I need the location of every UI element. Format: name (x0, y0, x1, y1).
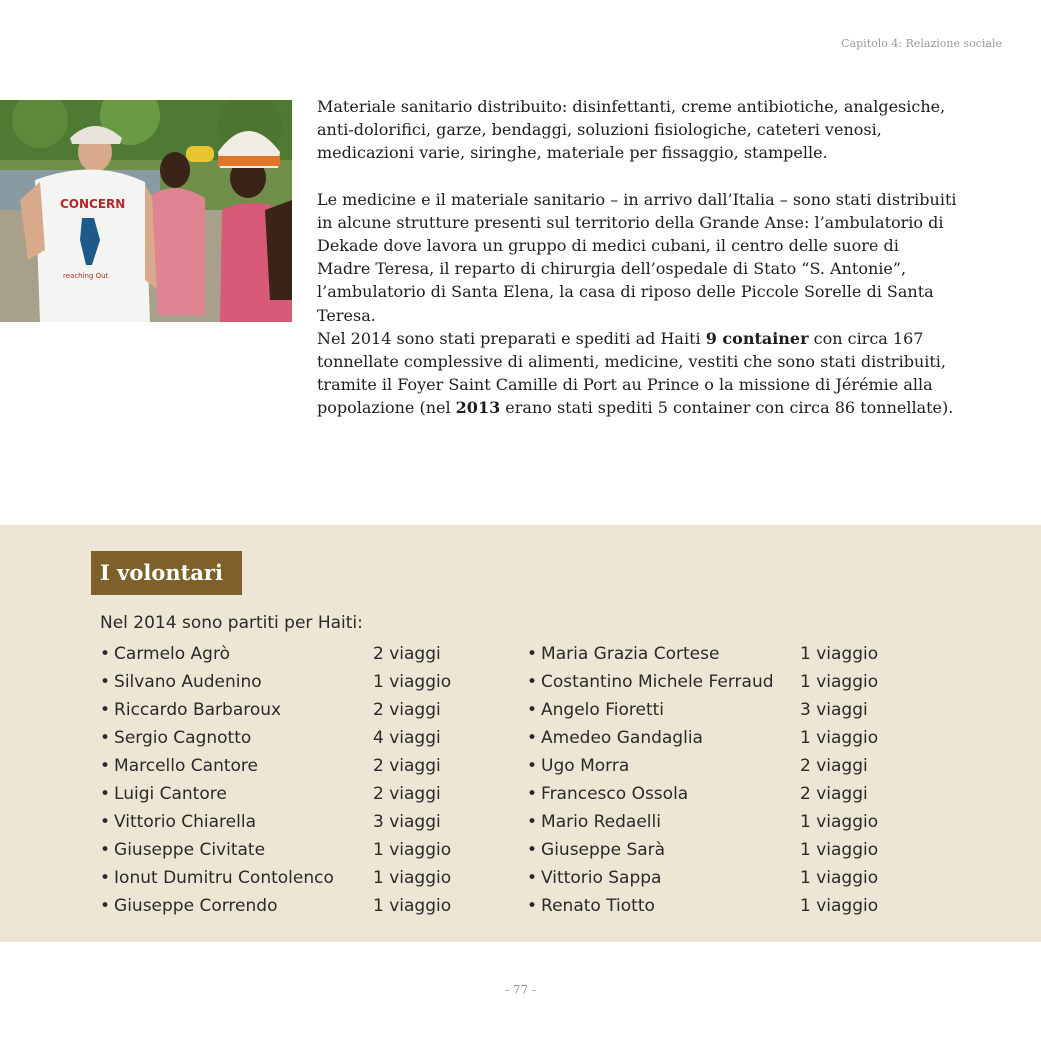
bullet-icon: • (100, 728, 111, 748)
volunteer-row (100, 724, 480, 752)
bullet-icon: • (527, 644, 538, 664)
volunteer-name: Marcello Cantore (114, 756, 258, 776)
volunteer-list-left (100, 640, 480, 920)
paragraph-distribution: Le medicine e il materiale sanitario – in arrivo dall’Italia – sono stati distribuiti in alcune strutture presenti sul territorio della Grande Anse: l’ambulatorio di Dekade dove lavora un gruppo di medici cubani, il centro delle suore di Madre Teresa, il reparto di chirurgia dell’ospedale di Stato “S. Antonie”, l’ambulatorio di Santa Elena, la casa di riposo delle Piccole Sorelle di Santa Teresa. (317, 189, 957, 325)
volunteer-name: Francesco Ossola (541, 784, 689, 804)
running-head: Capitolo 4: Relazione sociale (841, 37, 1002, 50)
bullet-icon: • (527, 812, 538, 832)
volunteer-row (100, 640, 480, 668)
volunteer-name: Carmelo Agrò (114, 644, 230, 664)
bullet-icon: • (527, 896, 538, 916)
bullet-icon: • (100, 840, 111, 860)
volunteer-trips: 1 viaggio (800, 840, 879, 860)
volunteer-row (100, 864, 480, 892)
volunteer-trips: 1 viaggio (800, 812, 879, 832)
bullet-icon: • (100, 756, 111, 776)
volunteer-row (527, 724, 927, 752)
bullet-icon: • (100, 896, 111, 916)
volunteer-name: Sergio Cagnotto (114, 728, 252, 748)
paragraph-materials: Materiale sanitario distribuito: disinfettanti, creme antibiotiche, analgesiche, anti-dolorifici, garze, bendaggi, soluzioni fisiologiche, cateteri venosi, medicazioni varie, siringhe, materiale per fissaggio, stampelle. (317, 97, 946, 163)
volunteer-name: Maria Grazia Cortese (541, 644, 720, 664)
volunteer-row (100, 668, 480, 696)
volunteer-row (100, 752, 480, 780)
volunteer-trips: 1 viaggio (373, 840, 452, 860)
volunteer-row (100, 836, 480, 864)
bullet-icon: • (527, 728, 538, 748)
bullet-icon: • (100, 700, 111, 720)
volunteer-row (527, 696, 927, 724)
bullet-icon: • (527, 672, 538, 692)
volunteer-trips: 2 viaggi (373, 700, 441, 720)
volunteer-name: Mario Redaelli (541, 812, 661, 832)
volunteer-name: Giuseppe Correndo (114, 896, 278, 916)
volunteer-list-right (527, 640, 927, 920)
volunteer-name: Giuseppe Civitate (114, 840, 266, 860)
section-title-badge: I volontari (91, 551, 242, 595)
volunteer-name: Vittorio Sappa (541, 868, 662, 888)
volunteer-trips: 2 viaggi (373, 644, 441, 664)
volunteer-row (100, 780, 480, 808)
volunteer-row (527, 864, 927, 892)
page-number: - 77 - (504, 983, 536, 997)
bullet-icon: • (527, 868, 538, 888)
volunteer-row (527, 752, 927, 780)
paragraph-containers (317, 327, 957, 420)
volunteers-intro: Nel 2014 sono partiti per Haiti: (100, 613, 363, 633)
volunteer-row (527, 640, 927, 668)
volunteer-row (100, 892, 480, 920)
volunteer-trips: 1 viaggio (800, 728, 879, 748)
volunteer-trips: 2 viaggi (800, 784, 868, 804)
volunteer-trips: 1 viaggio (373, 868, 452, 888)
text-run: con circa 167 tonnellate complessive di alimenti, medicine, vestiti che sono stati distribuiti, tramite il Foyer Saint Camille di Port au Prince o la missione di Jérémie alla popolazione (nel (317, 328, 946, 418)
volunteer-row (527, 668, 927, 696)
bullet-icon: • (527, 700, 538, 720)
volunteer-trips: 3 viaggi (373, 812, 441, 832)
bullet-icon: • (100, 644, 111, 664)
volunteer-name: Luigi Cantore (114, 784, 227, 804)
volunteer-name: Amedeo Gandaglia (541, 728, 703, 748)
volunteer-trips: 1 viaggio (800, 896, 879, 916)
text-run: Nel 2014 sono stati preparati e spediti ad Haiti (317, 328, 706, 348)
volunteer-name: Silvano Audenino (114, 672, 262, 692)
shirt-logo-text: CONCERN (60, 197, 126, 211)
body-text (317, 95, 957, 420)
volunteer-name: Renato Tiotto (541, 896, 655, 916)
volunteer-trips: 1 viaggio (373, 896, 452, 916)
volunteer-trips: 2 viaggi (373, 784, 441, 804)
shirt-subtext: reaching Out (63, 272, 109, 280)
bullet-icon: • (527, 784, 538, 804)
volunteer-row (100, 696, 480, 724)
bullet-icon: • (527, 840, 538, 860)
volunteer-name: Giuseppe Sarà (541, 840, 666, 860)
volunteer-name: Angelo Fioretti (541, 700, 665, 720)
bullet-icon: • (100, 868, 111, 888)
volunteer-name: Costantino Michele Ferraud (541, 672, 774, 692)
volunteer-trips: 1 viaggio (800, 644, 879, 664)
bullet-icon: • (100, 812, 111, 832)
bold-container-count: 9 container (705, 328, 809, 348)
bullet-icon: • (100, 672, 111, 692)
bold-year: 2013 (455, 398, 501, 418)
volunteer-trips: 1 viaggio (800, 672, 879, 692)
volunteer-row (527, 892, 927, 920)
volunteer-trips: 1 viaggio (800, 868, 879, 888)
volunteer-trips: 3 viaggi (800, 700, 868, 720)
volunteer-trips: 4 viaggi (373, 728, 441, 748)
volunteer-name: Riccardo Barbaroux (114, 700, 282, 720)
volunteer-row (527, 836, 927, 864)
volunteer-name: Ugo Morra (541, 756, 630, 776)
volunteer-name: Vittorio Chiarella (114, 812, 256, 832)
volunteer-row (527, 780, 927, 808)
volunteer-name: Ionut Dumitru Contolenco (114, 868, 334, 888)
volunteer-row (527, 808, 927, 836)
bullet-icon: • (100, 784, 111, 804)
volunteer-trips: 2 viaggi (373, 756, 441, 776)
volunteer-trips: 1 viaggio (373, 672, 452, 692)
photo-volunteers-haiti (0, 100, 292, 322)
text-run: erano stati spediti 5 container con circa 86 tonnellate). (500, 398, 954, 418)
volunteer-row (100, 808, 480, 836)
volunteer-trips: 2 viaggi (800, 756, 868, 776)
bullet-icon: • (527, 756, 538, 776)
